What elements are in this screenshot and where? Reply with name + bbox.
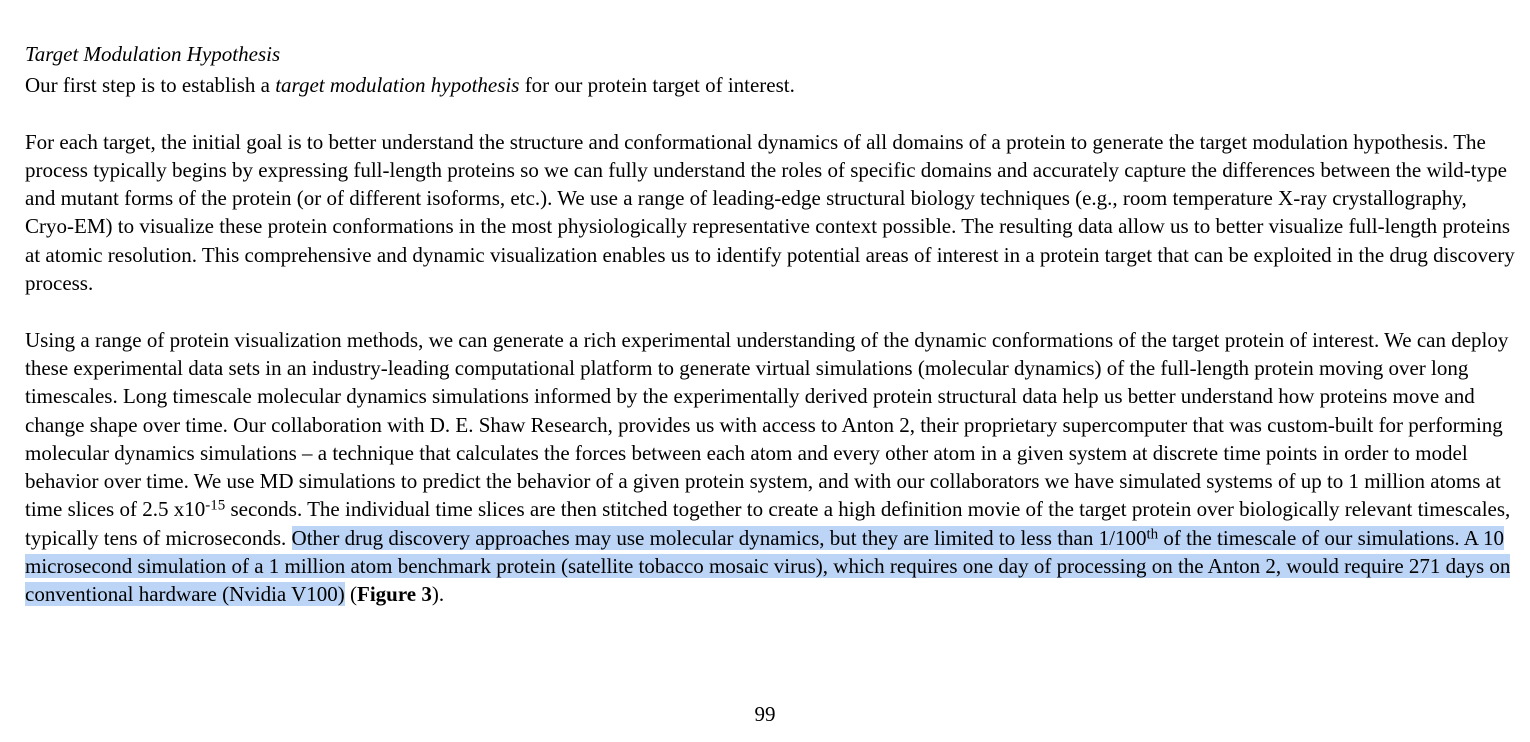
intro-text-after: for our protein target of interest. [519,73,795,97]
intro-paragraph [25,71,1515,99]
figure-reference: Figure 3 [357,582,432,607]
section-heading: Target Modulation Hypothesis [25,42,281,66]
intro-text-before: Our first step is to establish a [25,73,276,97]
intro-emphasis: target modulation hypothesis [275,73,520,97]
body-paragraph-structure: For each target, the initial goal is to better understand the structure and conformational dynamics of all domains of a protein to generate the target modulation hypothesis. The process typically begins by expressing full-length proteins so we can fully understand the roles of specific domains and accurately capture the differences between the wild-type and mutant forms of the protein (or of different isoforms, etc.). We use a range of leading-edge structural biology techniques (e.g., room temperature X-ray crystallography, Cryo-EM) to visualize these protein conformations in the most physiologically representative context possible. The resulting data allow us to better visualize full-length proteins at atomic resolution. This comprehensive and dynamic visualization enables us to identify potential areas of interest in a protein target that can be exploited in the drug discovery process. [25,129,1515,296]
simulation-text-part2: seconds. The individual time slices are then stitched together to create a high definition movie of the target protein over biologically relevant timescales, typically tens of microseconds. [25,497,1511,550]
figure-paren-close: ). [431,582,445,607]
simulation-text-part1: Using a range of protein visualization methods, we can generate a rich experimental understanding of the dynamic conformations of the target protein of interest. We can deploy these experimental data sets in an industry-leading computational platform to generate virtual simulations (molecular dynamics) of the full-length protein moving over long timescales. Long timescale molecular dynamics simulations informed by the experimentally derived protein structural data help us better understand how proteins move and change shape over time. Our collaboration with D. E. Shaw Research, provides us with access to Anton 2, their proprietary supercomputer that was custom-built for performing molecular dynamics simulations – a technique that calculates the forces between each atom and every other atom in a given system at discrete time points in order to model behavior over time. We use MD simulations to predict the behavior of a given protein system, and with our collaborators we have simulated systems of up to 1 million atoms at time slices of 2.5 x10 [25,327,1509,522]
exponent-superscript: -15 [205,497,226,514]
highlight-text-part1: Other drug discovery approaches may use molecular dynamics, but they are limited to less than 1/100 [291,525,1147,550]
document-page [25,40,1515,609]
ordinal-superscript: th [1146,526,1159,542]
highlight-text-part2: of the timescale of our simulations. A 10 microsecond simulation of a 1 million atom benchmark protein (satellite tobacco mosaic virus), which requires one day of processing on the Anton 2, would require 271 days on conventional hardware (Nvidia V100) [25,525,1511,607]
body-paragraph-simulation [25,326,1515,609]
figure-paren-open: ( [344,582,358,607]
page-number: 99 [754,702,776,726]
